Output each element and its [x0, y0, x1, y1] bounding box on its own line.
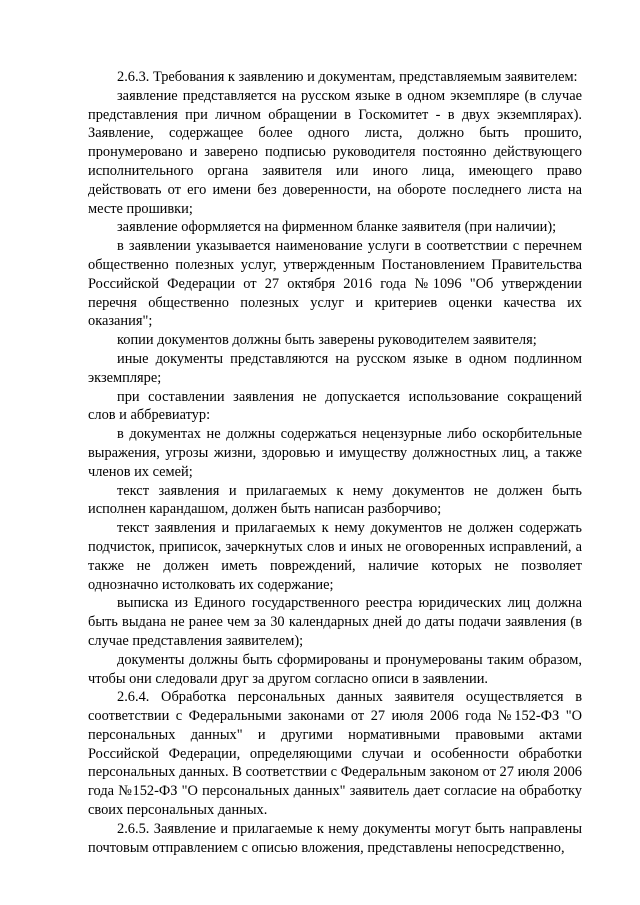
paragraph-service-name: в заявлении указывается наименование услуги в соответствии с перечнем общественно полезных услуг, утвержденным Постановлением Правительства Российской Федерации от 27 октября 2016 года №1096 "Об утверждении перечня общественно полезных услуг и критериев оценки качества их оказания"; [88, 238, 582, 330]
paragraph-2-6-3-heading: 2.6.3. Требования к заявлению и документам, представляемым заявителем: [117, 69, 578, 85]
paragraph-2-6-5-submission: 2.6.5. Заявление и прилагаемые к нему документы могут быть направлены почтовым отправлением с описью вложения, представлены непосредственно, [88, 820, 582, 856]
paragraph-registry-extract: выписка из Единого государственного реестра юридических лиц должна быть выдана не ранее чем за 30 календарных дней до даты подачи заявления (в случае представления заявителем); [88, 595, 582, 649]
paragraph-no-offensive-language: в документах не должны содержаться нецензурные либо оскорбительные выражения, угрозы жизни, здоровью и имуществу должностных лиц, а также членов их семей; [88, 426, 582, 480]
paragraph-2-6-4-personal-data: 2.6.4. Обработка персональных данных заявителя осуществляется в соответствии с Федеральными законами от 27 июля 2006 года №152-ФЗ "О персональных данных" и другими нормативными правовыми актами Российской Федерации, определяющими случаи и особенности обработки персональных данных. В соответствии с Федеральным законом от 27 июля 2006 года №152-ФЗ "О персональных данных" заявитель дает согласие на обработку своих персональных данных. [88, 689, 582, 819]
paragraph-no-corrections: текст заявления и прилагаемых к нему документов не должен содержать подчисток, приписок, зачеркнутых слов и иных не оговоренных исправлений, а также не должен иметь повреждений, наличие которых не позволяет однозначно истолковать их содержание; [88, 520, 582, 593]
paragraph-letterhead: заявление оформляется на фирменном бланке заявителя (при наличии); [117, 219, 557, 236]
paragraph-numbering: документы должны быть сформированы и пронумерованы таким образом, чтобы они следовали друг за другом согласно описи в заявлении. [88, 651, 582, 687]
paragraph-no-abbreviations: при составлении заявления не допускается использование сокращений слов и аббревиатур: [88, 388, 582, 424]
paragraph-copies-certified: копии документов должны быть заверены руководителем заявителя; [117, 332, 537, 349]
paragraph-other-documents: иные документы представляются на русском языке в одном подлинном экземпляре; [88, 350, 582, 386]
paragraph-no-pencil: текст заявления и прилагаемых к нему документов не должен быть исполнен карандашом, должен быть написан разборчиво; [88, 482, 582, 518]
paragraph-language-requirement: заявление представляется на русском языке в одном экземпляре (в случае представления при личном обращении в Госкомитет - в двух экземплярах). Заявление, содержащее более одного листа, должно быть прошито, пронумеровано и заверено подписью руководителя постоянно действующего исполнительного органа заявителя или иного лица, имеющего право действовать от его имени без доверенности, на обороте последнего листа на месте прошивки; [88, 87, 582, 217]
document-body [88, 68, 582, 857]
